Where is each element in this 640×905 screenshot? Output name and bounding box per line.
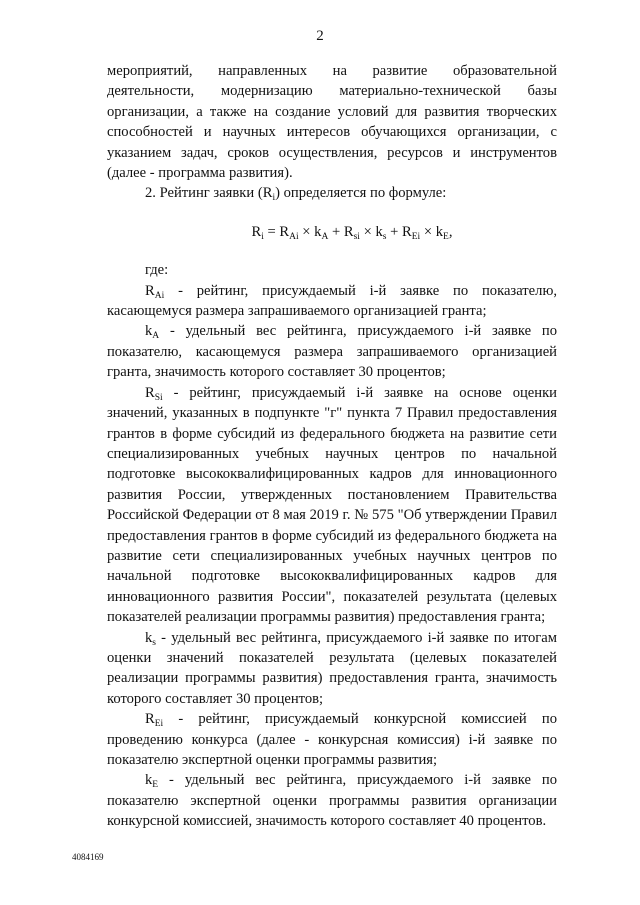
definition-rei: $R_{Ei}$ - рейтинг, присуждаемый конкурсной комиссией по проведению конкурса (далее - конкурсная комиссия) i-й заявке по показателю экспертной оценки программы развития; [107,711,557,768]
page-number: 2 [316,28,324,44]
definition-ke: $k_E$ - удельный вес рейтинга, присуждаемого i-й заявке по показателю экспертной оценки программы развития организации конкурсной комиссией, значимость которого составляет 40 процентов. [107,772,557,830]
item-2-paragraph [107,183,557,203]
document-id: 4084169 [72,852,104,862]
definition-ka: $k_A$ - удельный вес рейтинга, присуждаемого i-й заявке по показателю, касающемуся размера запрашиваемого организацией гранта, значимость которого составляет 30 процентов; [107,323,557,381]
where-label: где: [145,262,169,279]
item-2-text-before: 2. Рейтинг заявки (R [145,185,273,202]
item-2-subscript: i [272,193,276,204]
rating-formula: $R_i = R_{Ai} \times k_A + R_{si} \times k_s + R_{Ei} \times k_E$, [251,223,453,242]
intro-paragraph: мероприятий, направленных на развитие образовательной деятельности, модернизацию материально-технической базы организации, а также на создание условий для развития творческих способностей и научных интересов обучающихся организации, с указанием задач, сроков осуществления, ресурсов и инструментов (далее - программа развития). [107,63,557,182]
item-2-text-after: ) определяется по формуле: [275,185,447,202]
definition-rai: $R_{Ai}$ - рейтинг, присуждаемый i-й заявке по показателю, касающемуся размера запрашиваемого организацией гранта; [107,282,557,320]
definition-ks: $k_s$ - удельный вес рейтинга, присуждаемого i-й заявке по итогам оценки значений показателей результата (целевых показателей реализации программы развития) предоставления гранта, значимость которого составляет 30 процентов; [107,629,557,707]
definition-rsi: $R_{Si}$ - рейтинг, присуждаемый i-й заявке на основе оценки значений, указанных в подпункте "г" пункта 7 Правил предоставления грантов в форме субсидий из федерального бюджета на развитие сети специализированных учебных научных центров по начальной подготовке высококвалифицированных кадров для инновационного развития России, утвержденных постановлением Правительства Российской Федерации от 8 мая 2019 г. № 575 "Об утверждении Правил предоставления грантов в форме субсидий из федерального бюджета на развитие сети специализированных учебных научных центров по начальной подготовке высококвалифицированных кадров для инновационного развития России", показателей результата (целевых показателей реализации программы развития) предоставления гранта; [107,384,557,626]
document-body [107,61,557,832]
